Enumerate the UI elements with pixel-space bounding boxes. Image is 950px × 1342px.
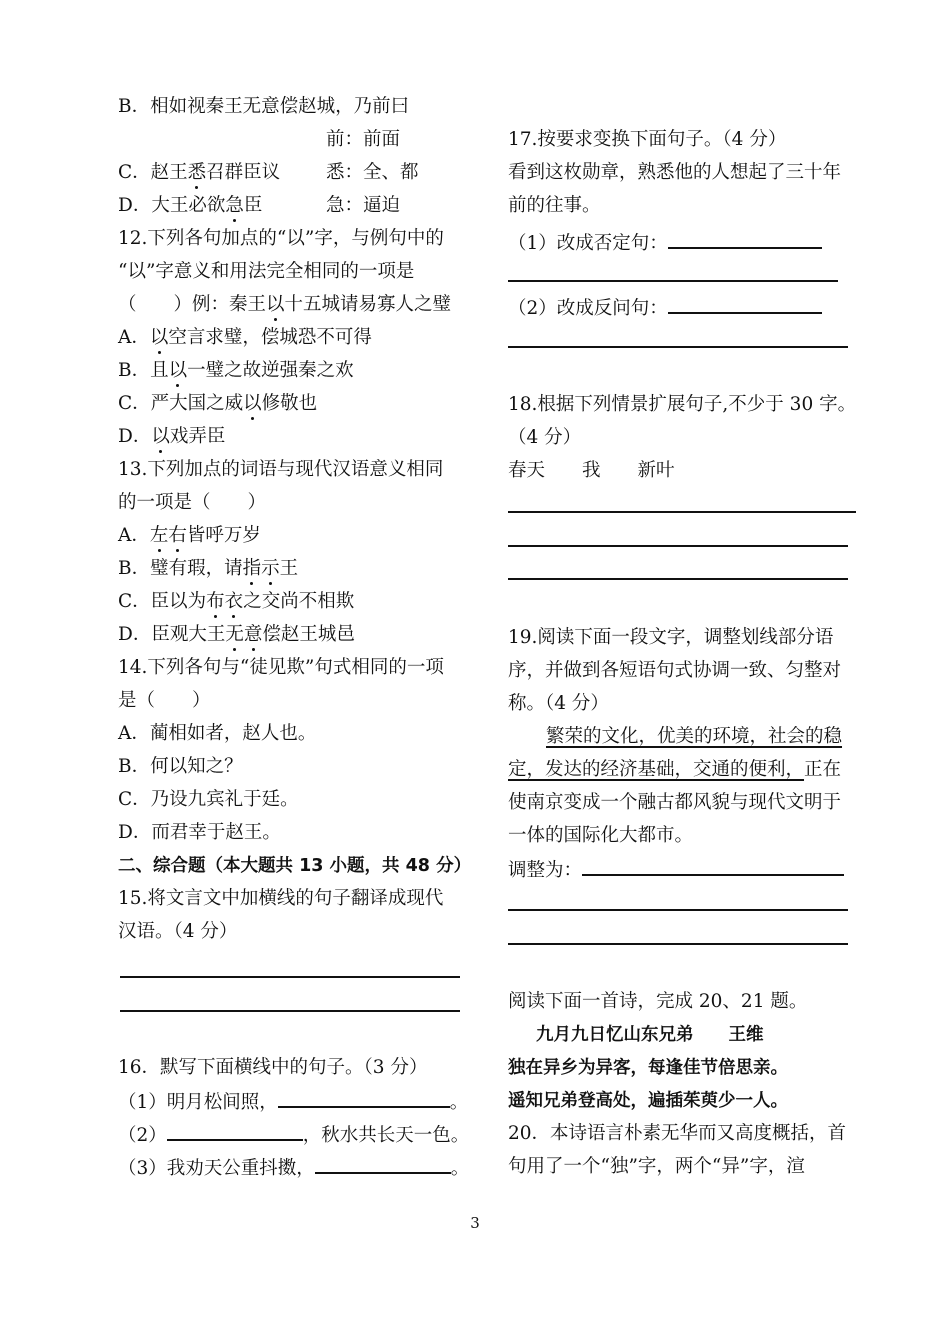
- q17-sentence-2: 前的往事。: [508, 195, 601, 216]
- q14-option-a: A．蔺相如者，赵人也。: [118, 723, 317, 744]
- dotted-char: 急: [225, 193, 244, 219]
- q16-item-2: [118, 1121, 469, 1147]
- q19-passage-1: [546, 724, 842, 750]
- text-part: （ ）例：秦王: [118, 294, 267, 315]
- text-part: 十五城请易寡人之璧: [284, 294, 452, 315]
- q12-option-c: [118, 391, 317, 417]
- poem-title: 九月九日忆山东兄弟 王维: [536, 1025, 764, 1045]
- q19-stem-2: 序，并做到各短语句式协调一致、匀整对: [508, 660, 842, 681]
- q13-option-a: [118, 523, 261, 549]
- q18-answer-line[interactable]: [508, 511, 856, 513]
- dotted-char: 以: [150, 325, 169, 351]
- q16-stem: 16．默写下面横线中的句子。（3 分）: [118, 1057, 428, 1078]
- text-part: （1）改成否定句：: [508, 233, 668, 254]
- text-part: 。: [449, 1092, 469, 1113]
- q16-item-1: [118, 1088, 468, 1114]
- q18-keywords: 春天 我 新叶: [508, 460, 675, 481]
- poem-intro: 阅读下面一首诗，完成 20、21 题。: [508, 991, 808, 1012]
- q17-item-1: [508, 229, 822, 255]
- q17-blank-1[interactable]: [668, 229, 822, 249]
- q15-stem-2: 汉语。（4 分）: [118, 921, 238, 942]
- text-part: （1）明月松间照，: [118, 1092, 278, 1113]
- q14-option-d: D．而君幸于赵王。: [118, 822, 281, 843]
- dotted-char: 左: [150, 523, 169, 549]
- q17-stem: 17.按要求变换下面句子。（4 分）: [508, 129, 787, 150]
- q17-blank-2[interactable]: [668, 294, 822, 314]
- q17-answer-line[interactable]: [508, 280, 838, 282]
- q19-passage-3: 使南京变成一个融古都风貌与现代文明于: [508, 792, 842, 813]
- q19-answer-line[interactable]: [508, 909, 848, 911]
- dotted-char: 布: [206, 589, 225, 615]
- underlined-phrase: 定，发达的经济基础，交通的便利，: [508, 759, 805, 780]
- q15-stem: 15.将文言文中加横线的句子翻译成现代: [118, 888, 444, 909]
- text-part: D．臣观大王: [118, 624, 226, 645]
- text-part: 空言求璧，偿城恐不可得: [168, 327, 372, 348]
- q15-answer-line[interactable]: [120, 976, 460, 978]
- q13-stem: 13.下列加点的词语与现代汉语意义相同: [118, 459, 444, 480]
- q14-option-c: C．乃设九宾礼于廷。: [118, 789, 299, 810]
- text-part: 王: [279, 558, 299, 579]
- q19-stem: 19.阅读下面一段文字，调整划线部分语: [508, 627, 834, 648]
- q12-option-b: [118, 358, 354, 384]
- q18-answer-line[interactable]: [508, 578, 848, 580]
- q19-answer-line[interactable]: [508, 943, 848, 945]
- q11-option-c-gloss: 悉：全、都: [326, 162, 419, 183]
- section-2-heading: 二、综合题（本大题共 13 小题，共 48 分）: [118, 856, 472, 876]
- q16-item-3: [118, 1154, 469, 1180]
- text-part: D．: [118, 426, 152, 447]
- q20-stem: 20．本诗语言朴素无华而又高度概括，首: [508, 1123, 847, 1144]
- q14-option-b: B．何以知之？: [118, 756, 243, 777]
- dotted-char: 以: [151, 424, 170, 450]
- dotted-char: 右: [168, 523, 187, 549]
- text-part: （2）改成反问句：: [508, 298, 668, 319]
- text-part: 。: [450, 1158, 470, 1179]
- q12-stem: 12.下列各句加点的“以”字，与例句中的: [118, 228, 444, 249]
- text-part: B．璧有瑕，请: [118, 558, 243, 579]
- dotted-char: 意: [244, 622, 263, 648]
- q18-answer-line[interactable]: [508, 545, 848, 547]
- q11-option-d: [118, 193, 262, 219]
- text-part: （2）: [118, 1125, 167, 1146]
- dotted-char: 示: [261, 556, 280, 582]
- text-part: 正在: [804, 759, 842, 780]
- q11-option-b-gloss: 前：前面: [326, 129, 401, 150]
- q13-stem-2: 的一项是（ ）: [118, 492, 267, 513]
- q13-option-c: [118, 589, 354, 615]
- text-part: （3）我劝天公重抖擞，: [118, 1158, 315, 1179]
- q17-item-2: [508, 294, 822, 320]
- q17-sentence: 看到这枚勋章，熟悉他的人想起了三十年: [508, 162, 842, 183]
- q12-stem-2: “以”字意义和用法完全相同的一项是: [118, 261, 415, 282]
- q13-option-b: [118, 556, 298, 582]
- dotted-char: 以: [169, 358, 188, 384]
- text-part: A．: [118, 525, 150, 546]
- q13-option-d: [118, 622, 355, 648]
- text-part: 皆呼万岁: [186, 525, 261, 546]
- q20-stem-2: 句用了一个“独”字，两个“异”字，渲: [508, 1156, 805, 1177]
- text-part: 偿赵王城邑: [262, 624, 355, 645]
- text-part: A．: [118, 327, 150, 348]
- q11-option-b-text: B．相如视秦王无意偿赵城，乃前曰: [118, 96, 410, 117]
- q16-blank-2[interactable]: [167, 1121, 303, 1141]
- q11-option-d-gloss: 急：逼迫: [326, 195, 401, 216]
- text-part: 调整为：: [508, 860, 583, 881]
- page-number: 3: [470, 1214, 480, 1232]
- poem-line-2: 遥知兄弟登高处，遍插茱萸少一人。: [508, 1091, 788, 1111]
- poem-line-1: 独在异乡为异客，每逢佳节倍思亲。: [508, 1058, 788, 1078]
- dotted-char: 以: [266, 292, 285, 318]
- q16-blank-3[interactable]: [315, 1154, 451, 1174]
- text-part: B．且: [118, 360, 169, 381]
- q11-option-b: [118, 94, 409, 120]
- text-part: 一璧之故逆强秦之欢: [187, 360, 354, 381]
- text-part: D．大王必欲: [118, 195, 226, 216]
- underlined-phrase: 繁荣的文化，优美的环境，社会的稳: [546, 726, 843, 747]
- text-part: C．臣以为: [118, 591, 207, 612]
- dotted-char: 无: [225, 622, 244, 648]
- q12-option-d: [118, 424, 225, 450]
- q12-option-a: [118, 325, 372, 351]
- q15-answer-line[interactable]: [120, 1010, 460, 1012]
- dotted-char: 悉: [188, 160, 207, 186]
- q16-blank-1[interactable]: [278, 1088, 450, 1108]
- q11-option-c: [118, 160, 280, 186]
- text-part: 召群臣议: [206, 162, 281, 183]
- text-part: C．赵王: [118, 162, 188, 183]
- text-part: C．严大国之威: [118, 393, 244, 414]
- q19-blank[interactable]: [582, 856, 844, 876]
- q17-answer-line[interactable]: [508, 346, 848, 348]
- q18-stem-2: （4 分）: [508, 427, 582, 448]
- q18-stem: 18.根据下列情景扩展句子,不少于 30 字。: [508, 394, 857, 415]
- q19-stem-3: 称。（4 分）: [508, 693, 609, 714]
- q14-stem-2: 是（ ）: [118, 690, 211, 711]
- dotted-char: 以: [243, 391, 262, 417]
- q19-passage-4: 一体的国际化大都市。: [508, 825, 694, 846]
- text-part: 臣: [243, 195, 263, 216]
- q12-example: [118, 292, 451, 318]
- q19-answer: [508, 856, 844, 882]
- q19-passage-2: [508, 757, 841, 783]
- text-part: 戏弄臣: [169, 426, 226, 447]
- dotted-char: 衣: [225, 589, 244, 615]
- q14-stem: 14.下列各句与“徒见欺”句式相同的一项: [118, 657, 444, 678]
- text-part: ，秋水共长天一色。: [302, 1125, 470, 1146]
- text-part: 修敬也: [261, 393, 318, 414]
- text-part: 之交尚不相欺: [243, 591, 355, 612]
- dotted-char: 指: [243, 556, 262, 582]
